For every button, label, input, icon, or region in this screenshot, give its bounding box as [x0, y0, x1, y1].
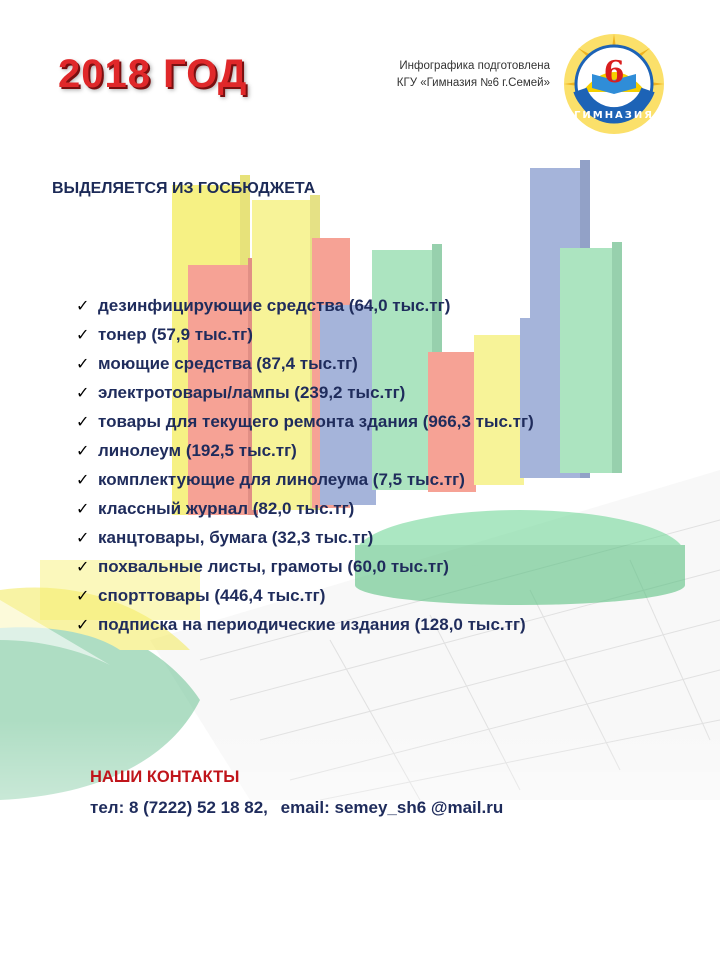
- list-item: [76, 296, 534, 325]
- checkmark-icon: ✓: [76, 414, 90, 431]
- contact-email[interactable]: email: semey_sh6 @mail.ru: [280, 798, 504, 817]
- item-text: линолеум (192,5 тыс.тг): [98, 441, 297, 460]
- checkmark-icon: ✓: [76, 530, 90, 547]
- item-text: канцтовары, бумага (32,3 тыс.тг): [98, 528, 374, 547]
- contacts-line: [90, 798, 503, 818]
- list-item: [76, 441, 534, 470]
- checkmark-icon: ✓: [76, 443, 90, 460]
- checkmark-icon: ✓: [76, 298, 90, 315]
- list-item: [76, 412, 534, 441]
- item-text: классный журнал (82,0 тыс.тг): [98, 499, 355, 518]
- item-text: дезинфицирующие средства (64,0 тыс.тг): [98, 296, 451, 315]
- list-item: [76, 499, 534, 528]
- list-item: [76, 586, 534, 615]
- contacts-heading: НАШИ КОНТАКТЫ: [90, 768, 240, 786]
- list-item: [76, 470, 534, 499]
- list-item: [76, 383, 534, 412]
- item-text: похвальные листы, грамоты (60,0 тыс.тг): [98, 557, 449, 576]
- list-item: [76, 557, 534, 586]
- credit-text: [338, 58, 550, 92]
- year-title: 2018 ГОД: [58, 52, 248, 96]
- checkmark-icon: ✓: [76, 356, 90, 373]
- logo-number: 6: [603, 55, 625, 90]
- list-item: [76, 325, 534, 354]
- checkmark-icon: ✓: [76, 472, 90, 489]
- list-item: [76, 528, 534, 557]
- checkmark-icon: ✓: [76, 327, 90, 344]
- budget-items-list: [76, 296, 534, 644]
- credit-line-1: Инфографика подготовлена: [399, 60, 550, 72]
- item-text: комплектующие для линолеума (7,5 тыс.тг): [98, 470, 465, 489]
- gymnasium-logo: [562, 32, 666, 136]
- item-text: спорттовары (446,4 тыс.тг): [98, 586, 326, 605]
- checkmark-icon: ✓: [76, 617, 90, 634]
- credit-line-2: КГУ «Гимназия №6 г.Семей»: [396, 77, 550, 89]
- item-text: подписка на периодические издания (128,0 тыс.тг): [98, 615, 526, 634]
- list-item: [76, 615, 534, 644]
- item-text: электротовары/лампы (239,2 тыс.тг): [98, 383, 406, 402]
- checkmark-icon: ✓: [76, 385, 90, 402]
- item-text: моющие средства (87,4 тыс.тг): [98, 354, 358, 373]
- item-text: тонер (57,9 тыс.тг): [98, 325, 253, 344]
- logo-text: ГИМНАЗИЯ: [574, 110, 654, 121]
- item-text: товары для текущего ремонта здания (966,3 тыс.тг): [98, 412, 534, 431]
- list-item: [76, 354, 534, 383]
- contact-phone: тел: 8 (7222) 52 18 82,: [90, 798, 268, 817]
- budget-heading: ВЫДЕЛЯЕТСЯ ИЗ ГОСБЮДЖЕТА: [52, 180, 316, 197]
- checkmark-icon: ✓: [76, 559, 90, 576]
- checkmark-icon: ✓: [76, 588, 90, 605]
- checkmark-icon: ✓: [76, 501, 90, 518]
